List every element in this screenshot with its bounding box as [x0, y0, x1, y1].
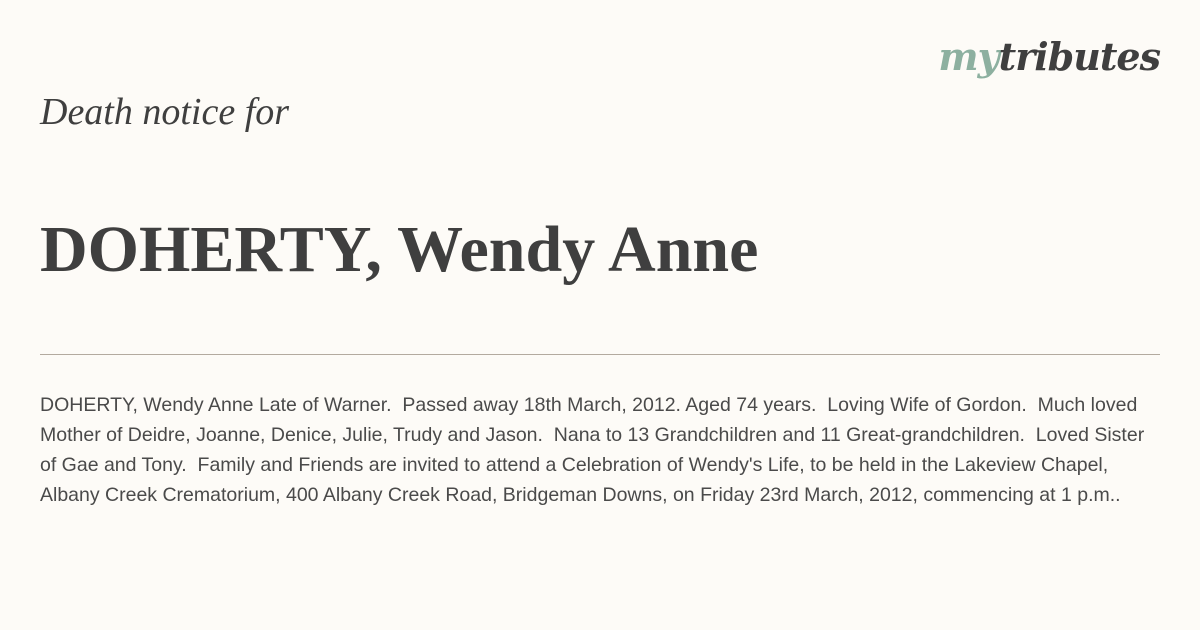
logo-prefix: my	[938, 34, 999, 79]
mytributes-logo[interactable]	[938, 34, 1160, 79]
notice-body-text: DOHERTY, Wendy Anne Late of Warner. Passed away 18th March, 2012. Aged 74 years. Loving Wife of Gordon. Much loved Mother of Deidre, Joanne, Denice, Julie, Trudy and Jason. Nana to 13 Grandchildren and 11 Great-grandchildren. Loved Sister of Gae and Tony. Family and Friends are invited to attend a Celebration of Wendy's Life, to be held in the Lakeview Chapel, Albany Creek Crematorium, 400 Albany Creek Road, Bridgeman Downs, on Friday 23rd March, 2012, commencing at 1 p.m..	[40, 394, 1150, 506]
divider	[40, 354, 1160, 355]
logo-suffix: tributes	[998, 34, 1160, 79]
notice-intro-heading: Death notice for	[40, 91, 290, 133]
deceased-name-title: DOHERTY, Wendy Anne	[40, 213, 759, 286]
